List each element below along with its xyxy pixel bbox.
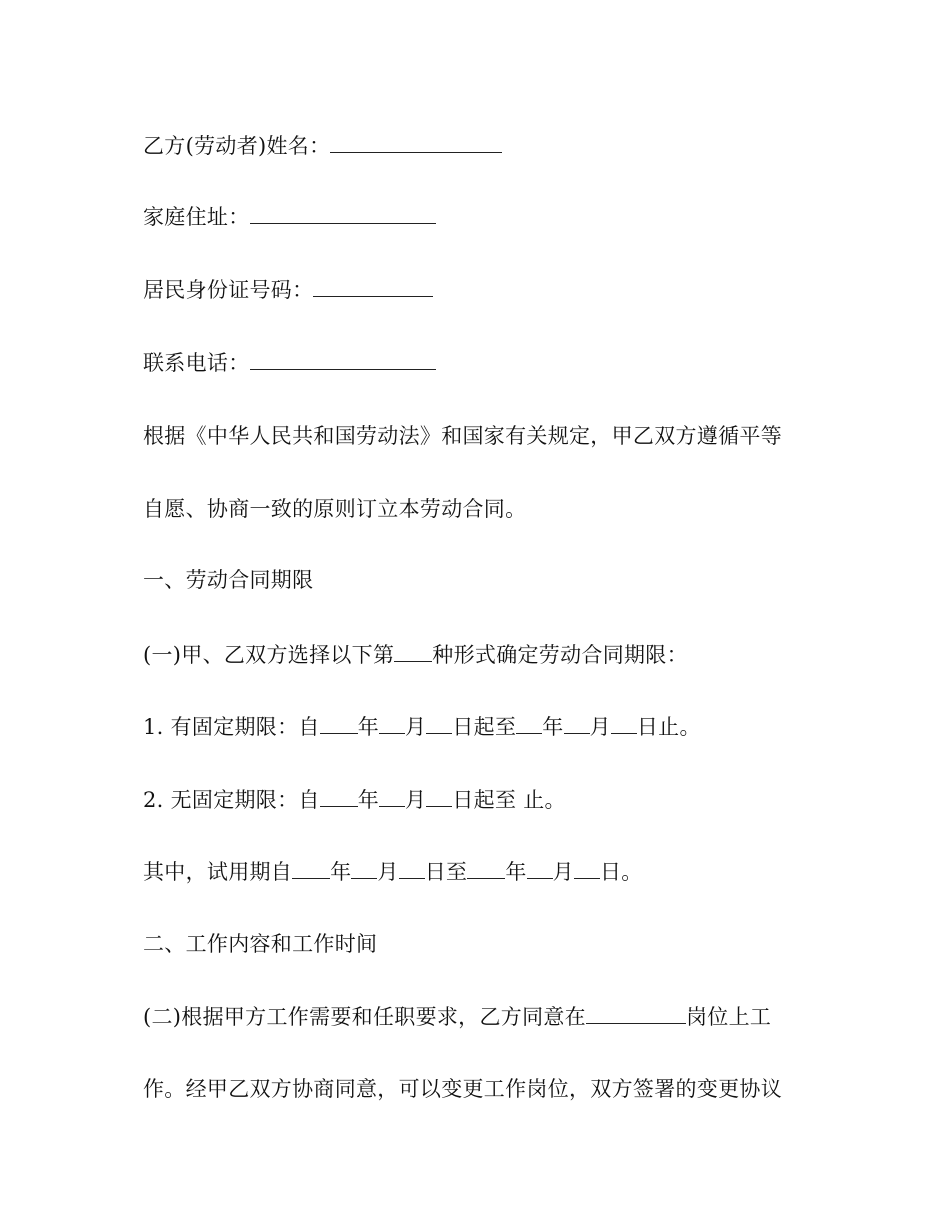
fixed-start-day-blank[interactable] [426, 715, 452, 734]
fixed-end-year-unit: 年 [542, 715, 564, 739]
probation-to-text: 日至 [424, 860, 468, 884]
phone-label: 联系电话： [143, 351, 250, 375]
preamble-line-1: 根据《中华人民共和国劳动法》和国家有关规定，甲乙双方遵循平等 [143, 424, 782, 448]
fixed-term-label: 1. 有固定期限：自 [143, 715, 320, 739]
id-number-label: 居民身份证号码： [143, 278, 314, 302]
id-number-line [143, 277, 823, 303]
probation-end-month-unit: 月 [552, 860, 574, 884]
probation-month-unit: 月 [377, 860, 399, 884]
probation-label: 其中，试用期自 [143, 860, 293, 884]
party-b-name-label: 乙方(劳动者)姓名： [143, 134, 331, 158]
open-term-line [143, 787, 823, 813]
fixed-start-month-blank[interactable] [379, 715, 405, 734]
fixed-end-month-blank[interactable] [564, 715, 590, 734]
term-choice-blank[interactable] [394, 643, 432, 662]
probation-end-year-unit: 年 [505, 860, 527, 884]
probation-end-month-blank[interactable] [527, 860, 553, 879]
open-start-month-blank[interactable] [379, 788, 405, 807]
job-position-text-b: 岗位上工 [685, 1005, 772, 1029]
fixed-year-unit: 年 [357, 715, 380, 739]
section-heading-work-content: 二、工作内容和工作时间 [143, 932, 378, 956]
home-address-blank[interactable] [250, 205, 436, 224]
probation-year-unit: 年 [330, 860, 352, 884]
phone-line [143, 350, 823, 376]
fixed-end-day-blank[interactable] [611, 715, 637, 734]
home-address-line [143, 204, 823, 230]
open-term-label: 2. 无固定期限：自 [143, 788, 320, 812]
term-choice-line [143, 642, 823, 668]
probation-start-day-blank[interactable] [399, 860, 425, 879]
probation-start-month-blank[interactable] [351, 860, 377, 879]
fixed-end-year-blank[interactable] [516, 715, 542, 734]
fixed-start-to-text: 日起至 [452, 715, 517, 739]
open-end-text: 日起至 止。 [452, 788, 566, 812]
home-address-label: 家庭住址： [143, 205, 250, 229]
open-month-unit: 月 [405, 788, 427, 812]
job-change-line: 作。经甲乙双方协商同意，可以变更工作岗位，双方签署的变更协议 [143, 1077, 782, 1101]
fixed-month-unit: 月 [405, 715, 427, 739]
term-choice-text-b: 种形式确定劳动合同期限： [432, 643, 688, 667]
open-start-day-blank[interactable] [426, 788, 452, 807]
id-number-blank[interactable] [313, 278, 433, 297]
fixed-term-line [143, 714, 823, 740]
open-year-unit: 年 [357, 788, 380, 812]
party-b-name-blank[interactable] [330, 134, 502, 153]
fixed-end-month-unit: 月 [589, 715, 611, 739]
probation-line [143, 859, 823, 885]
phone-blank[interactable] [250, 351, 436, 370]
fixed-start-year-blank[interactable] [320, 715, 358, 734]
job-position-blank[interactable] [586, 1005, 686, 1024]
party-b-name-line [143, 133, 823, 159]
job-position-text-a: (二)根据甲方工作需要和任职要求，乙方同意在 [143, 1005, 586, 1029]
fixed-end-text: 日止。 [636, 715, 701, 739]
probation-end-day-blank[interactable] [574, 860, 600, 879]
job-position-line [143, 1004, 823, 1030]
preamble-line-2: 自愿、协商一致的原则订立本劳动合同。 [143, 497, 527, 521]
term-choice-text-a: (一)甲、乙双方选择以下第 [143, 643, 395, 667]
section-heading-contract-term: 一、劳动合同期限 [143, 568, 314, 592]
probation-end-year-blank[interactable] [467, 860, 505, 879]
probation-start-year-blank[interactable] [292, 860, 330, 879]
probation-end-text: 日。 [599, 860, 643, 884]
open-start-year-blank[interactable] [320, 788, 358, 807]
